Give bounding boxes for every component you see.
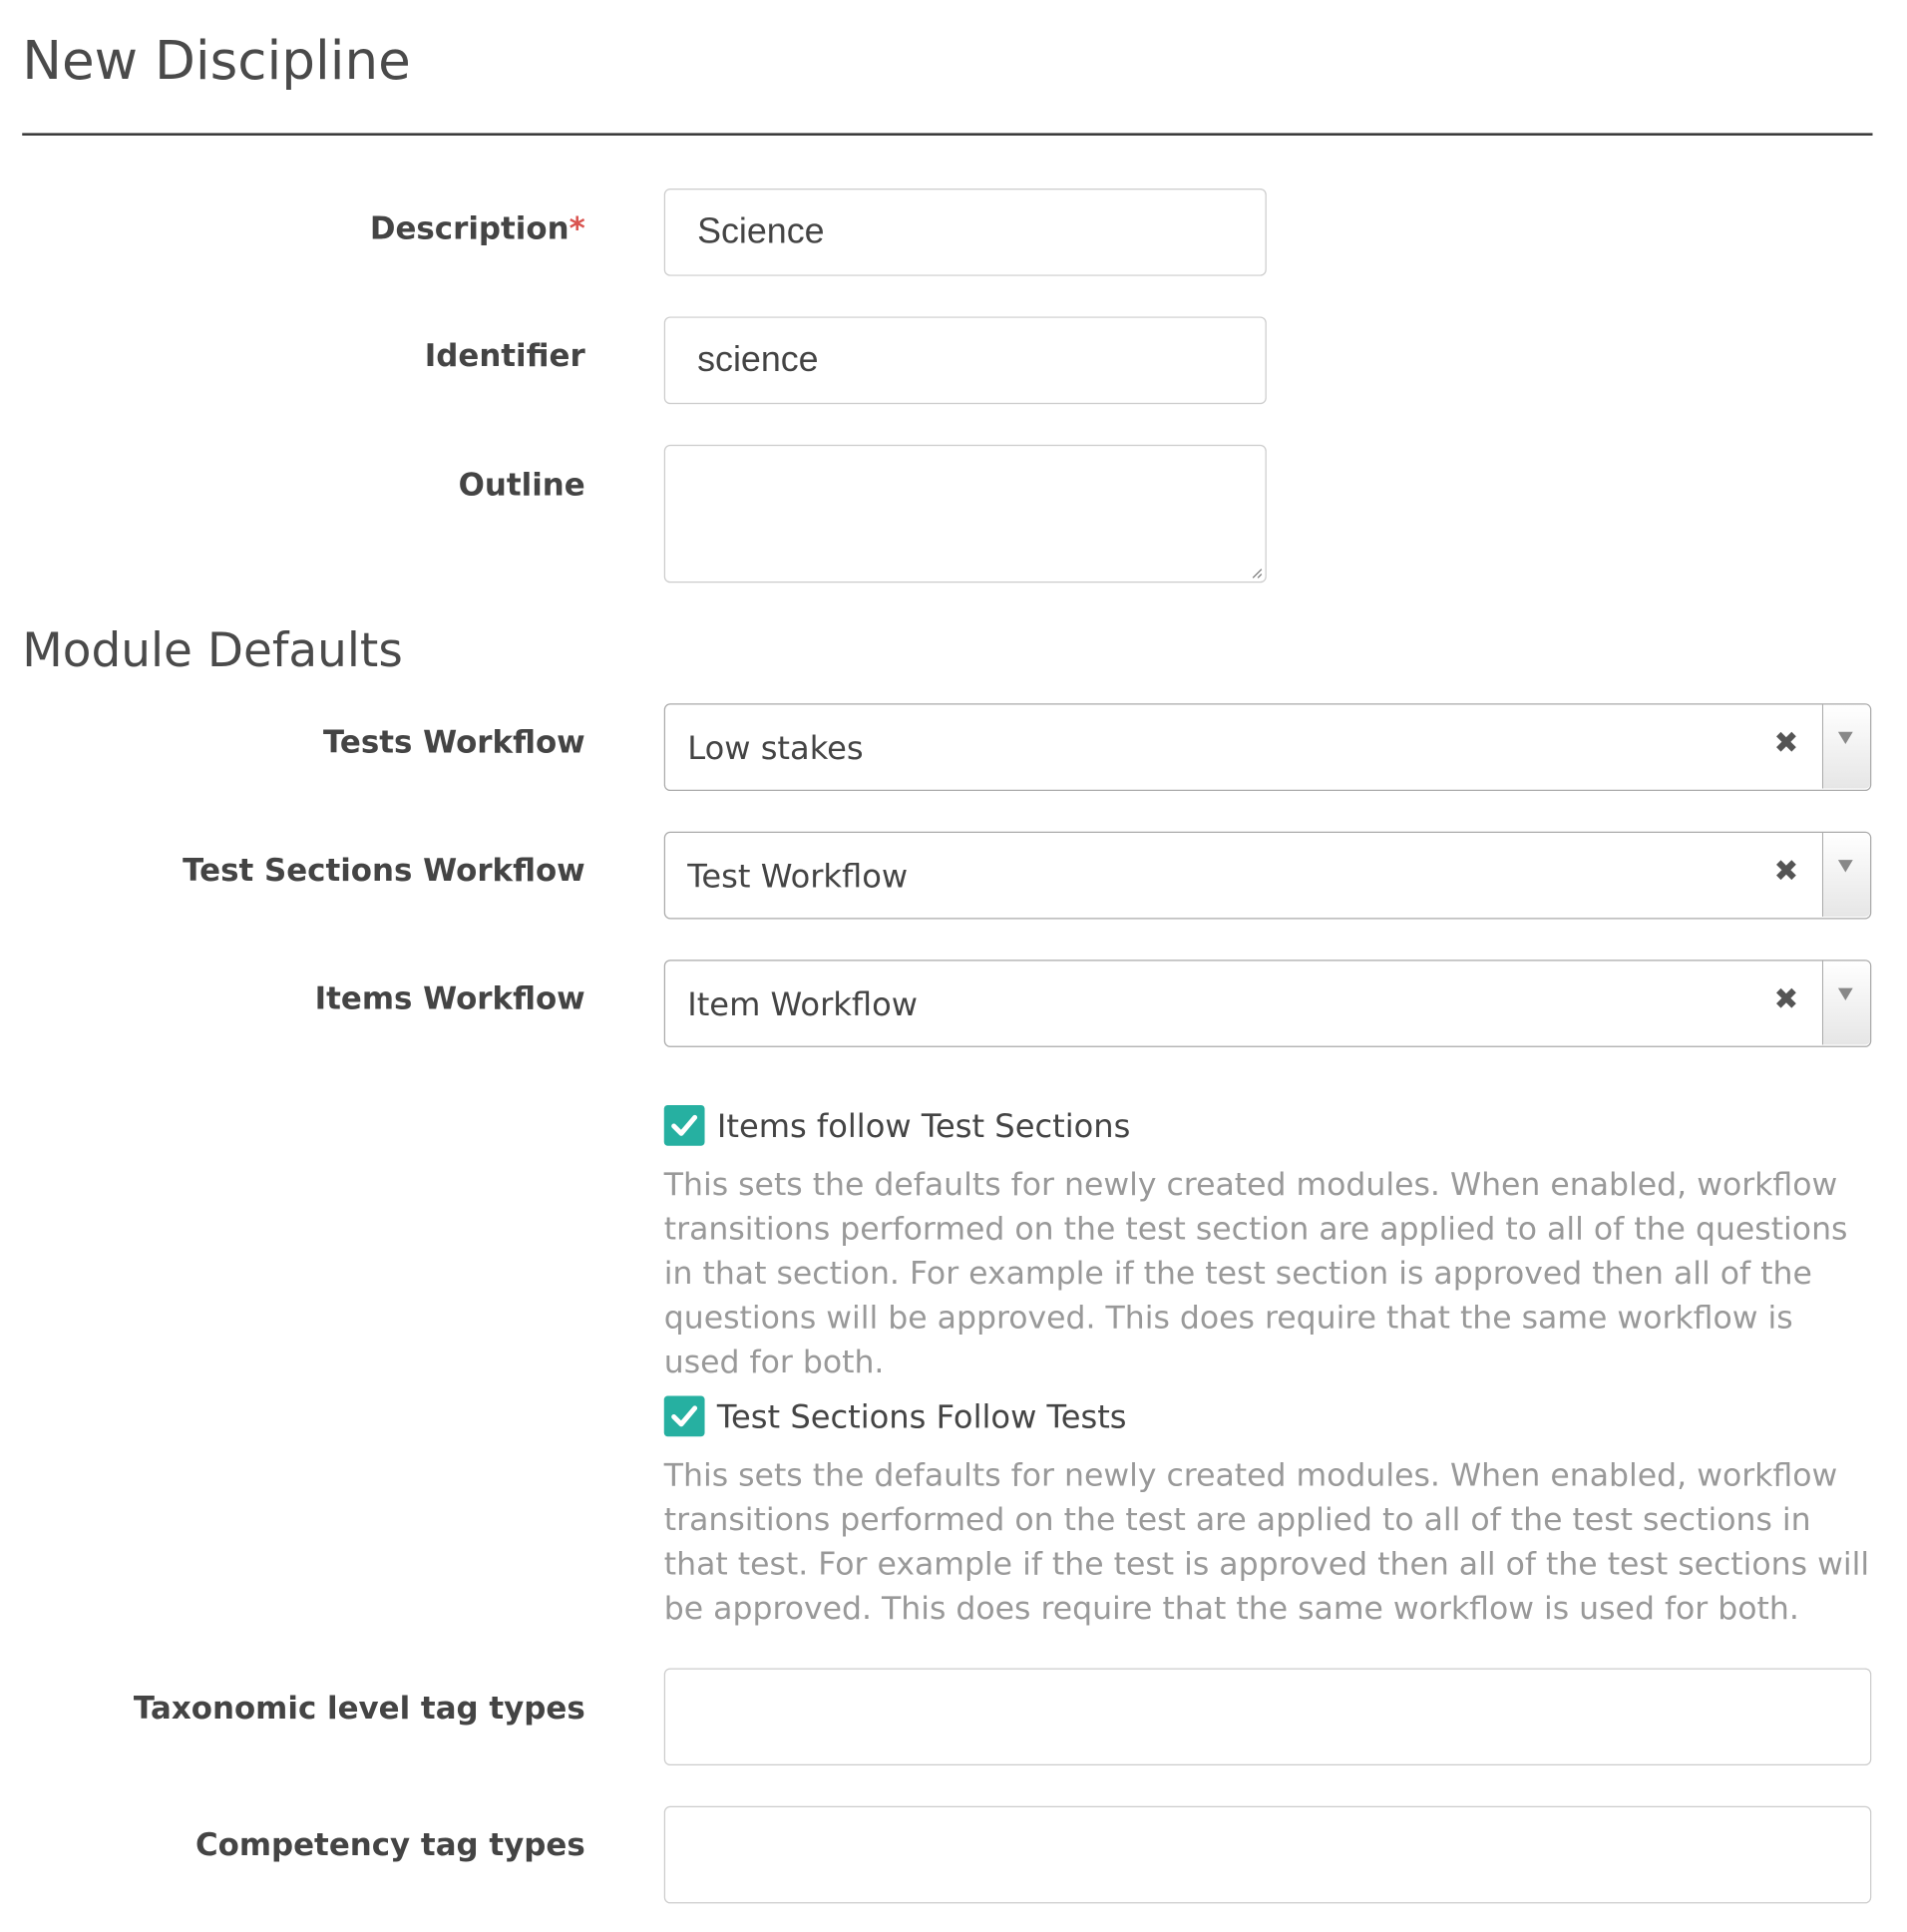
dropdown-toggle[interactable] <box>1822 705 1870 789</box>
resize-grip-icon[interactable] <box>1251 567 1263 579</box>
dropdown-toggle[interactable] <box>1822 961 1870 1044</box>
taxonomic-tags-label: Taxonomic level tag types <box>133 1690 585 1727</box>
required-marker: * <box>569 210 585 247</box>
clear-icon[interactable]: ✖ <box>1773 725 1799 761</box>
outline-textarea[interactable] <box>664 445 1267 582</box>
checkmark-icon <box>664 1395 705 1436</box>
page-title: New Discipline <box>22 30 411 93</box>
competency-tags-label: Competency tag types <box>194 1826 585 1863</box>
test-sections-workflow-select[interactable] <box>664 832 1871 920</box>
sections-follow-checkbox[interactable] <box>664 1395 705 1436</box>
taxonomic-tags-input[interactable] <box>664 1668 1871 1765</box>
tests-workflow-value: Low stakes <box>687 730 864 768</box>
identifier-label: Identifier <box>424 337 585 374</box>
competency-tags-input[interactable] <box>664 1806 1871 1904</box>
module-defaults-heading: Module Defaults <box>22 623 403 678</box>
description-input[interactable]: Science <box>664 189 1267 276</box>
tests-workflow-label: Tests Workflow <box>322 724 585 761</box>
chevron-down-icon <box>1838 732 1853 744</box>
outline-label: Outline <box>458 467 585 503</box>
description-label <box>370 209 585 249</box>
test-sections-workflow-value: Test Workflow <box>687 858 909 896</box>
items-workflow-value: Item Workflow <box>687 986 919 1024</box>
clear-icon[interactable]: ✖ <box>1773 981 1799 1017</box>
tests-workflow-select[interactable] <box>664 703 1871 791</box>
checkmark-icon <box>664 1105 705 1146</box>
clear-icon[interactable]: ✖ <box>1773 853 1799 889</box>
items-follow-help-text: This sets the defaults for newly created modules. When enabled, workflow transitions performed on the test section are applied to all of the questions in that section. For example if the test section is approved then all of the questions will be approved. This does require that the same workflow is used for both. <box>663 1166 1848 1381</box>
description-label-text: Description <box>369 210 570 247</box>
items-workflow-label: Items Workflow <box>314 980 585 1017</box>
dropdown-toggle[interactable] <box>1822 833 1870 917</box>
items-follow-checkbox[interactable] <box>664 1105 705 1146</box>
sections-follow-label[interactable]: Test Sections Follow Tests <box>716 1399 1127 1437</box>
test-sections-workflow-label: Test Sections Workflow <box>183 852 585 889</box>
identifier-input[interactable]: science <box>664 316 1267 404</box>
title-divider <box>22 133 1872 135</box>
sections-follow-help-text: This sets the defaults for newly created modules. When enabled, workflow transitions performed on the test are applied to all of the test sections in that test. For example if the test is approved then all of the test sections will be approved. This does require that the same workflow is used for both. <box>663 1457 1870 1628</box>
items-follow-label[interactable]: Items follow Test Sections <box>716 1108 1131 1146</box>
items-workflow-select[interactable] <box>664 960 1871 1047</box>
chevron-down-icon <box>1838 988 1853 1000</box>
chevron-down-icon <box>1838 860 1853 872</box>
